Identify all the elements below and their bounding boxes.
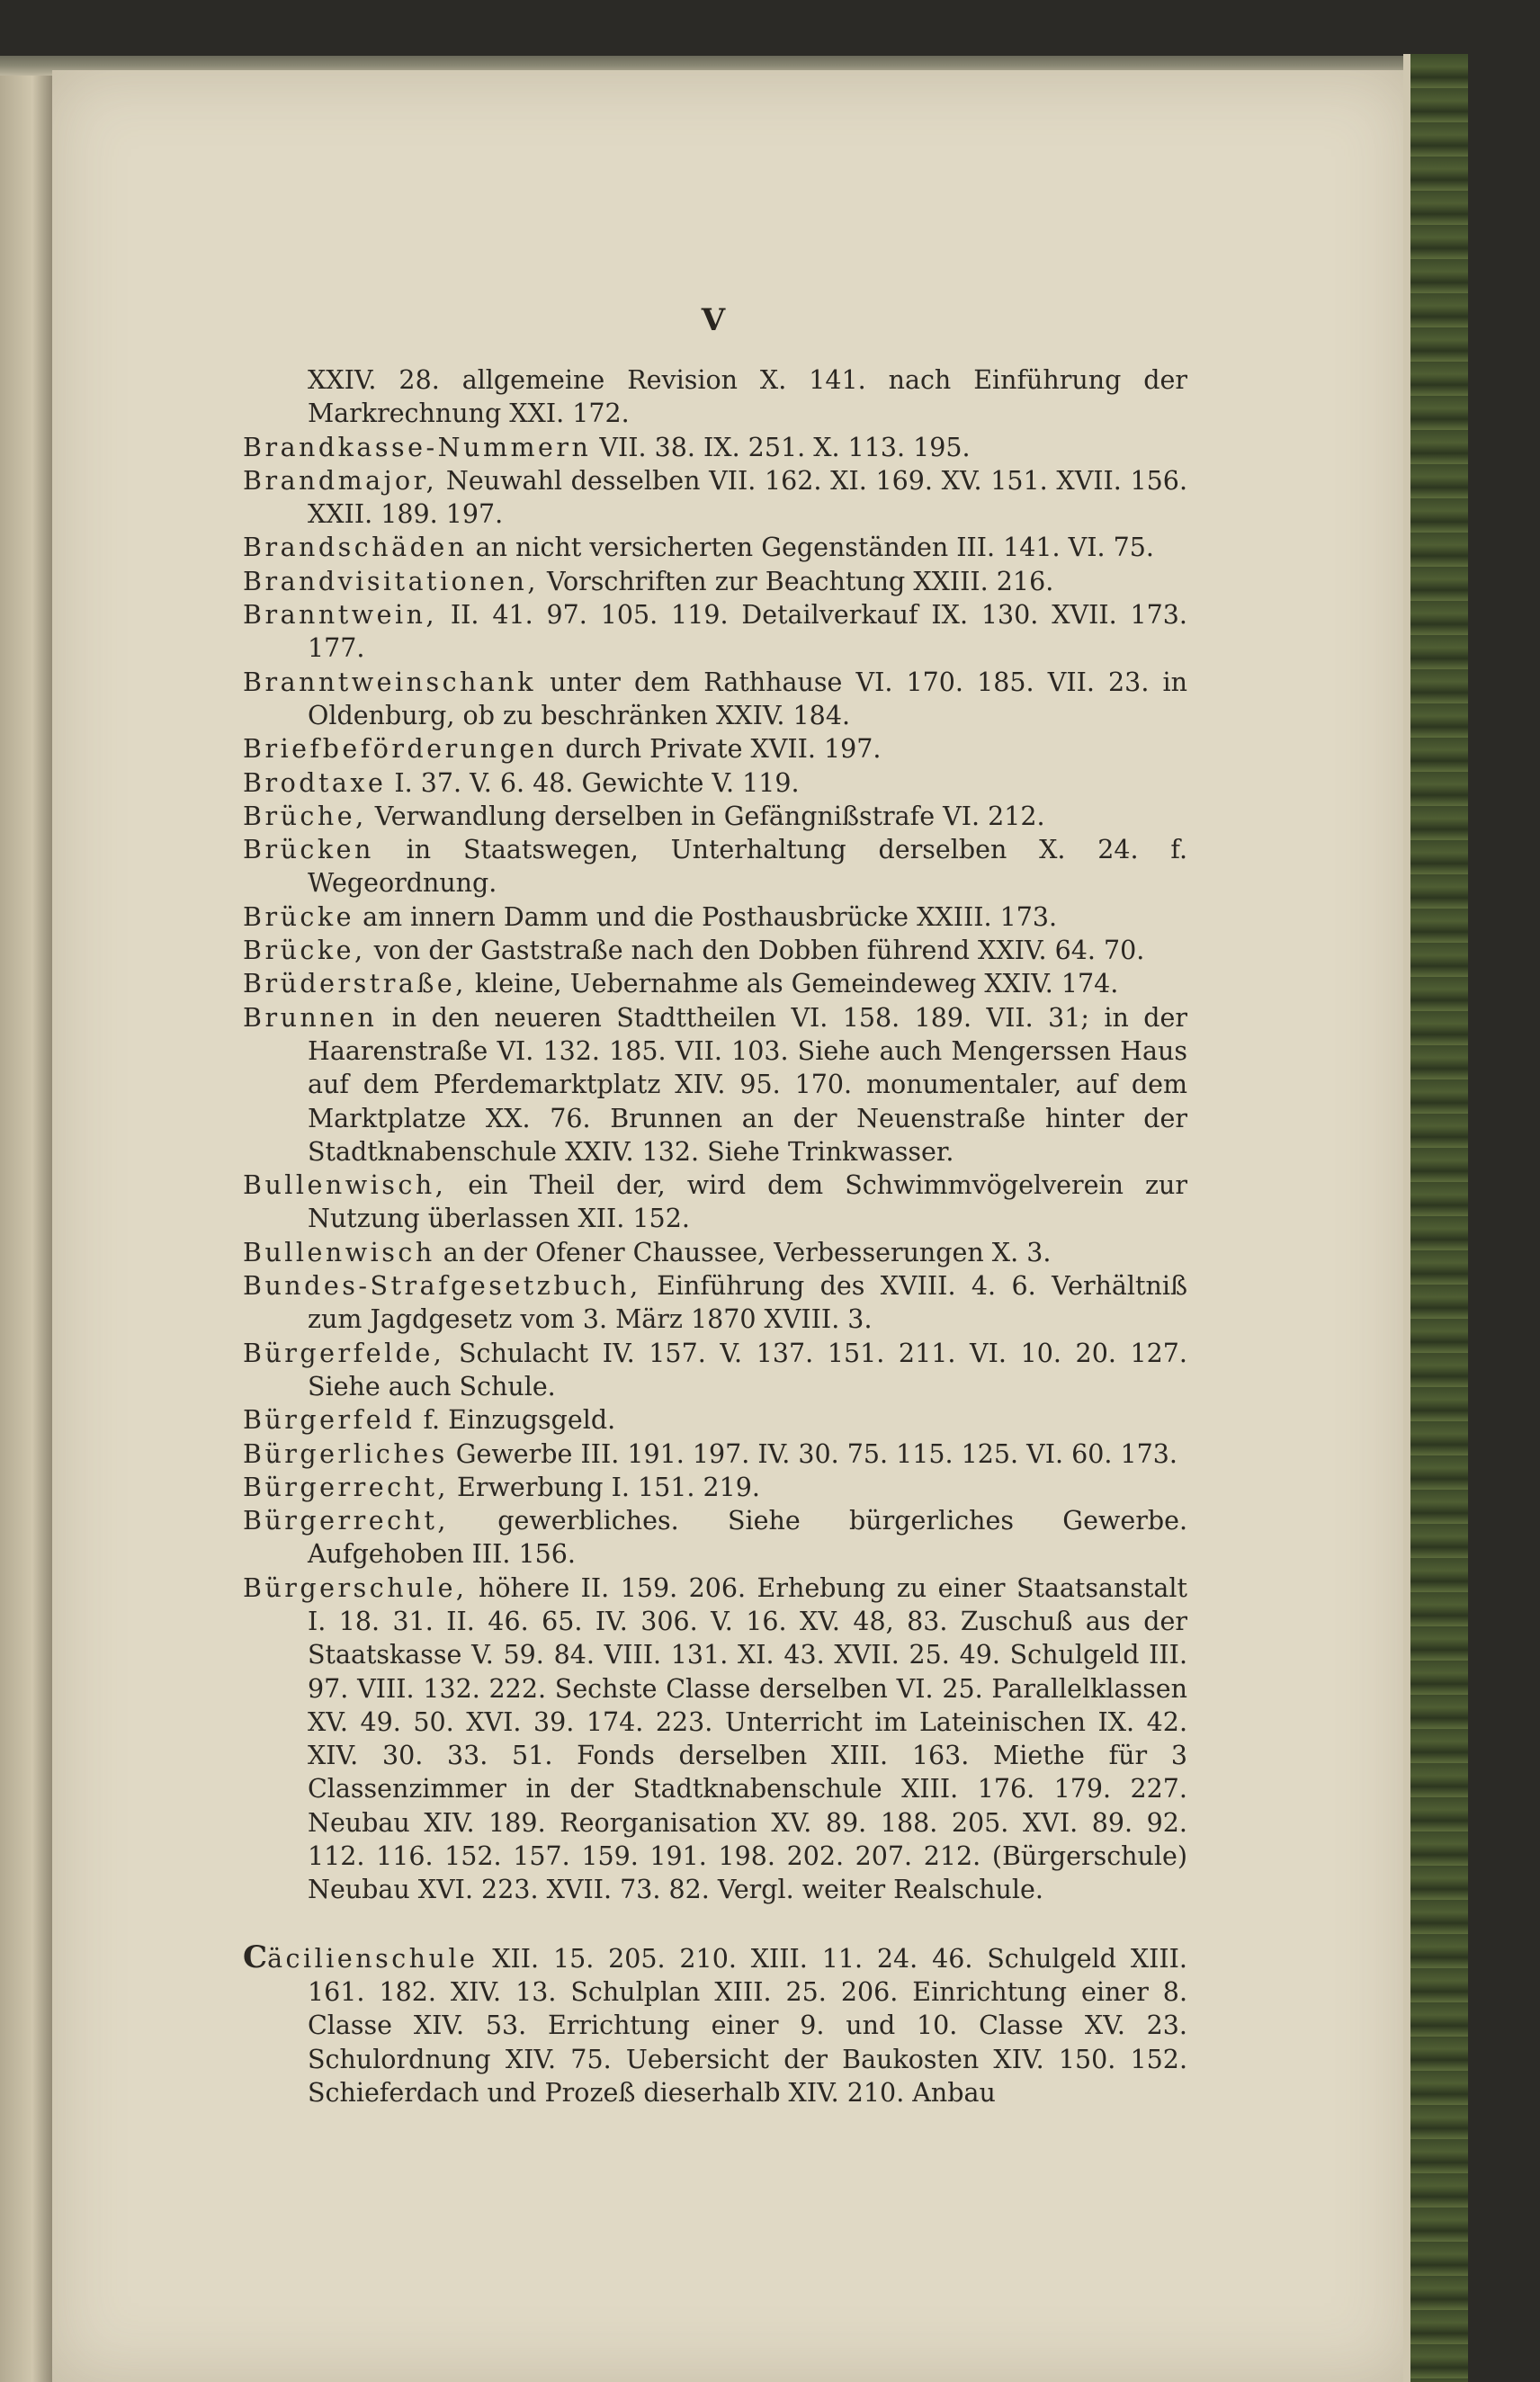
index-entry [243,565,1187,598]
entry-references: Einführung des XVIII. 4. 6. Verhältniß zum Jagdgesetz vom 3. März 1870 XVIII. 3. [308,1271,1187,1335]
index-list [243,363,1187,2109]
entry-references: an der Ofener Chaussee, Verbesserungen X. 3. [434,1237,1052,1267]
index-entry [243,1403,1187,1437]
entry-keyword: Brücken [243,835,374,865]
entry-keyword: Bullenwisch, [243,1170,447,1201]
entry-keyword: Branntwein, [243,600,438,631]
entry-references: gewerbliches. Siehe bürgerliches Gewerbe. Aufgehoben III. 156. [308,1506,1187,1570]
index-entry [243,1001,1187,1169]
entry-references: an nicht versicherten Gegenständen III. 141. VI. 75. [467,533,1154,563]
entry-keyword: Brücke, [243,936,366,966]
index-entry [243,1941,1187,2109]
entry-references: Neuwahl desselben VII. 162. XI. 169. XV. 151. XVII. 156. XXII. 189. 197. [308,465,1187,530]
entry-keyword: Brodtaxe [243,767,387,798]
entry-keyword: Branntweinschank [243,667,537,697]
entry-references: in Staatswegen, Unterhaltung derselben X. 24. f. Wegeordnung. [308,835,1187,899]
index-entry [243,666,1187,733]
index-entry [243,833,1187,900]
entry-references: Schulacht IV. 157. V. 137. 151. 211. VI. 10. 20. 127. Siehe auch Schule. [308,1338,1187,1401]
entry-keyword: Brücke [243,901,355,932]
entry-references: VII. 38. IX. 251. X. 113. 195. [591,432,971,462]
page-number: V [701,302,726,338]
entry-keyword: Bürgerliches [243,1438,448,1469]
entry-references: durch Private XVII. 197. [557,734,882,765]
entry-keyword: Brunnen [243,1002,378,1033]
entry-keyword: Bullenwisch [243,1237,435,1267]
entry-keyword: Brandvisitationen, [243,566,539,596]
book-cover-edge [1410,54,1468,2382]
entry-references: Vorschriften zur Beachtung XXIII. 216. [538,566,1054,596]
index-entry [243,934,1187,967]
index-entry [243,598,1187,666]
section-gap [243,1907,1187,1941]
entry-references: Erwerbung I. 151. 219. [448,1472,760,1502]
index-entry [243,1572,1187,1907]
entry-references: II. 41. 97. 105. 119. Detailverkauf IX. 130. XVII. 173. 177. [308,600,1187,664]
entry-references: XII. 15. 205. 210. XIII. 11. 24. 46. Schulgeld XIII. 161. 182. XIV. 13. Schulplan XIII. 25. 206. Einrichtung einer 8. Classe XIV. 53. Errichtung einer 9. und 10. Classe XV. 23. Schulordnung XIV. 75. Uebersicht der Baukosten XIV. 150. 152. Schieferdach und Prozeß dieserhalb XIV. 210. Anbau [308,1943,1187,2108]
entry-references: ein Theil der, wird dem Schwimmvögelverein zur Nutzung überlassen XII. 152. [308,1170,1187,1234]
index-entry [243,732,1187,766]
entry-keyword: Brandmajor, [243,465,438,496]
left-page-edge [0,63,54,2382]
entry-keyword: Brandschäden [243,533,468,563]
entry-references: Gewerbe III. 191. 197. IV. 30. 75. 115. 125. VI. 60. 173. [447,1438,1177,1469]
entry-keyword: Bürgerschule, [243,1572,468,1603]
entry-keyword: Bürgerrecht, [243,1472,449,1502]
index-entry [243,363,1187,431]
entry-references: höhere II. 159. 206. Erhebung zu einer Staatsanstalt I. 18. 31. II. 46. 65. IV. 306. V. 16. XV. 48, 83. Zuschuß aus der Staatskasse V. 59. 84. VIII. 131. XI. 43. XVII. 25. 49. Schulgeld III. 97. VIII. 132. 222. Sechste Classe derselben VI. 25. Parallelklassen XV. 49. 50. XVI. 39. 174. 223. Unterricht im Lateinischen IX. 42. XIV. 30. 33. 51. Fonds derselben XIII. 163. Miethe für 3 Classenzimmer in der Stadtknabenschule XIII. 176. 179. 227. Neubau XIV. 189. Reorganisation XV. 89. 188. 205. XVI. 89. 92. 112. 116. 152. 157. 159. 191. 198. 202. 207. 212. (Bürgerschule) Neubau XVI. 223. XVII. 73. 82. Vergl. weiter Realschule. [308,1572,1187,1905]
index-entry [243,1169,1187,1236]
index-entry [243,464,1187,532]
entry-references: f. Einzugsgeld. [415,1405,616,1436]
index-entry [243,1269,1187,1337]
entry-references: von der Gaststraße nach den Dobben führend XXIV. 64. 70. [365,936,1145,966]
entry-references: Verwandlung derselben in Gefängnißstrafe VI. 212. [366,801,1045,831]
entry-keyword: Briefbeförderungen [243,734,558,765]
index-entry [243,800,1187,833]
entry-keyword: Brüche, [243,801,367,831]
index-entry [243,1471,1187,1504]
entry-keyword: äcilienschule [267,1943,479,1974]
index-entry [243,1337,1187,1404]
entry-references: kleine, Uebernahme als Gemeindeweg XXIV. 174. [466,969,1119,999]
entry-keyword: Brüderstraße, [243,969,467,999]
index-entry [243,967,1187,1000]
entry-keyword: Bundes-Strafgesetzbuch, [243,1271,641,1302]
entry-keyword: Bürgerrecht, [243,1506,449,1536]
entry-references: in den neueren Stadttheilen VI. 158. 189. VII. 31; in der Haarenstraße VI. 132. 185. VII. 103. Siehe auch Mengerssen Haus auf dem Pferdemarktplatz XIV. 95. 170. monumentaler, auf dem Marktplatze XX. 76. Brunnen an der Neuenstraße hinter der Stadtknabenschule XXIV. 132. Siehe Trinkwasser. [308,1002,1187,1167]
index-entry [243,1437,1187,1471]
entry-references: am innern Damm und die Posthausbrücke XXIII. 173. [354,901,1058,932]
entry-references: XXIV. 28. allgemeine Revision X. 141. nach Einführung der Markrechnung XXI. 172. [308,365,1187,429]
index-entry [243,531,1187,564]
index-entry [243,1504,1187,1572]
entry-references: I. 37. V. 6. 48. Gewichte V. 119. [386,767,800,798]
index-entry [243,431,1187,464]
entry-keyword: Brandkasse-Nummern [243,432,592,462]
entry-keyword: Bürgerfelde, [243,1338,445,1368]
entry-references: unter dem Rathhause VI. 170. 185. VII. 23. in Oldenburg, ob zu beschränken XXIV. 184. [308,667,1187,730]
entry-keyword: Bürgerfeld [243,1405,416,1436]
index-entry [243,900,1187,934]
index-entry [243,1236,1187,1269]
index-entry [243,766,1187,800]
section-initial: C [243,1939,268,1975]
